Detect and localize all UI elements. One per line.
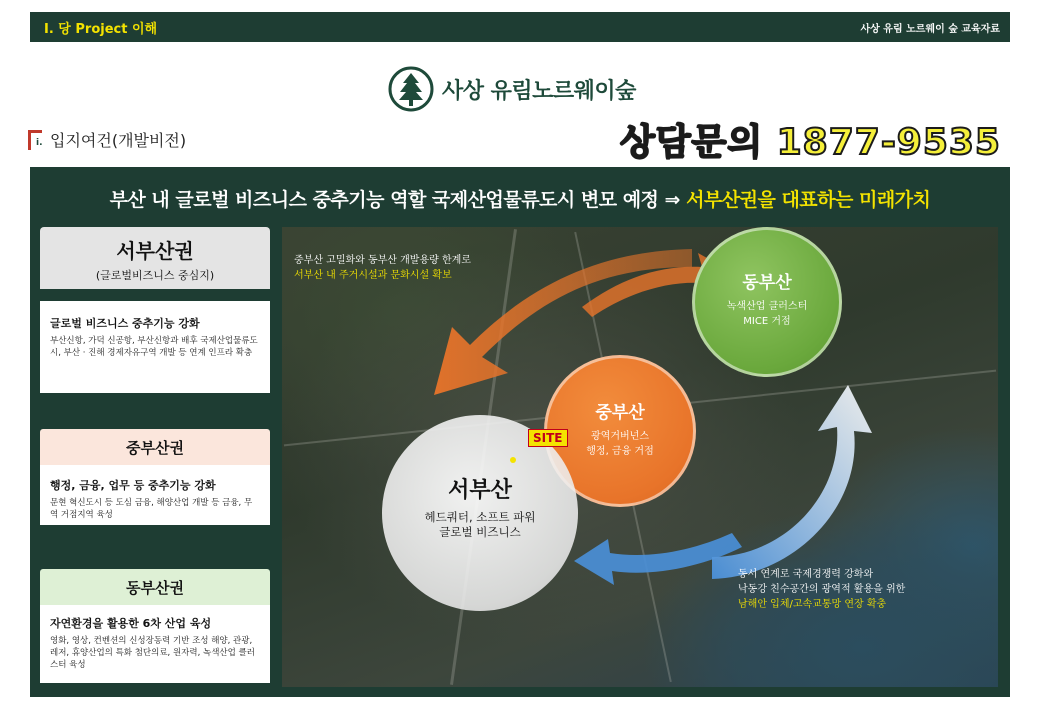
central-circle-desc bbox=[547, 429, 693, 459]
west-box-divider bbox=[40, 289, 270, 301]
note-top-line1: 중부산 고밀화와 동부산 개발용량 한계로 bbox=[294, 255, 471, 266]
top-bar bbox=[30, 12, 1010, 42]
tree-logo-icon bbox=[388, 66, 434, 112]
west-box-subtitle: (글로벌비즈니스 중심지) bbox=[95, 269, 215, 282]
west-box-detail: 부산신항, 가덕 신공항, 부산신항과 배후 국제산업물류도시, 부산 · 진해 경제자유구역 개발 등 연계 인프라 확충 bbox=[50, 336, 258, 358]
east-box-title: 동부산권 bbox=[40, 569, 270, 605]
central-circle-line2: 행정, 금융 거점 bbox=[586, 446, 654, 457]
east-circle-title: 동부산 bbox=[742, 273, 792, 293]
note-top bbox=[294, 253, 471, 283]
vision-panel bbox=[30, 167, 1010, 697]
west-box-title: 서부산권 bbox=[116, 239, 194, 263]
note-bottom-line1: 동서 연계로 국제경쟁력 강화와 bbox=[738, 569, 874, 580]
section-subheading bbox=[28, 128, 186, 151]
section-number: i. bbox=[36, 137, 43, 148]
central-box-bold: 행정, 금융, 업무 등 중추기능 강화 bbox=[50, 479, 216, 492]
note-bottom bbox=[738, 567, 905, 612]
west-circle-line1: 헤드쿼터, 소프트 파워 bbox=[424, 510, 536, 524]
central-circle-line1: 광역거버넌스 bbox=[591, 431, 649, 442]
central-busan-box bbox=[40, 429, 270, 525]
west-circle-title: 서부산 bbox=[448, 478, 512, 503]
central-box-detail: 문현 혁신도시 등 도심 금융, 해양산업 개발 등 금융, 무역 거점지역 육성 bbox=[50, 498, 253, 520]
west-circle-line2: 글로벌 비즈니스 bbox=[439, 525, 521, 539]
central-circle-title: 중부산 bbox=[595, 403, 645, 423]
west-circle-desc bbox=[382, 510, 578, 540]
central-box-body bbox=[40, 465, 270, 525]
east-busan-circle bbox=[692, 227, 842, 377]
phone-banner: 상담문의 1877-9535 bbox=[620, 122, 1001, 163]
section-mark-icon bbox=[28, 130, 44, 150]
east-circle-line2: MICE 거점 bbox=[743, 316, 791, 327]
site-marker-label: SITE bbox=[528, 429, 568, 447]
note-top-line2: 서부산 내 주거시설과 문화시설 확보 bbox=[294, 270, 452, 281]
east-box-detail: 영화, 영상, 컨벤션의 신성장동력 기반 조성 해양, 관광, 레저, 휴양산업의 특화 첨단의료, 원자력, 녹색산업 클러스터 육성 bbox=[50, 636, 255, 670]
east-circle-desc bbox=[695, 299, 839, 329]
brand-logo bbox=[388, 66, 636, 112]
panel-headline bbox=[30, 185, 1010, 212]
headline-main: 부산 내 글로벌 비즈니스 중추기능 역할 국제산업물류도시 변모 예정 ⇒ bbox=[109, 189, 687, 211]
section-label: Ⅰ. 당 Project 이해 bbox=[44, 22, 158, 37]
west-busan-box bbox=[40, 227, 270, 393]
west-box-body bbox=[40, 301, 270, 393]
blue-arrow-to-east bbox=[712, 385, 872, 579]
west-box-bold: 글로벌 비즈니스 중추기능 강화 bbox=[50, 317, 200, 330]
east-box-bold: 자연환경을 활용한 6차 산업 육성 bbox=[50, 617, 212, 630]
east-box-body bbox=[40, 605, 270, 683]
brand-name: 사상 유림노르웨이숲 bbox=[442, 78, 636, 104]
note-bottom-line2: 낙동강 친수공간의 광역적 활용을 위한 bbox=[738, 584, 906, 595]
section-title: 입지여건(개발비전) bbox=[50, 131, 187, 150]
site-marker-dot bbox=[510, 457, 516, 463]
east-circle-line1: 녹색산업 클러스터 bbox=[726, 301, 808, 312]
satellite-map bbox=[282, 227, 998, 687]
central-box-title: 중부산권 bbox=[40, 429, 270, 465]
document-title: 사상 유림 노르웨이 숲 교육자료 bbox=[860, 24, 1000, 35]
note-bottom-line3: 남해안 입체/고속교통망 연장 확충 bbox=[738, 599, 887, 610]
west-box-header bbox=[40, 227, 270, 289]
headline-highlight: 서부산권을 대표하는 미래가치 bbox=[686, 189, 931, 211]
east-busan-box bbox=[40, 569, 270, 683]
